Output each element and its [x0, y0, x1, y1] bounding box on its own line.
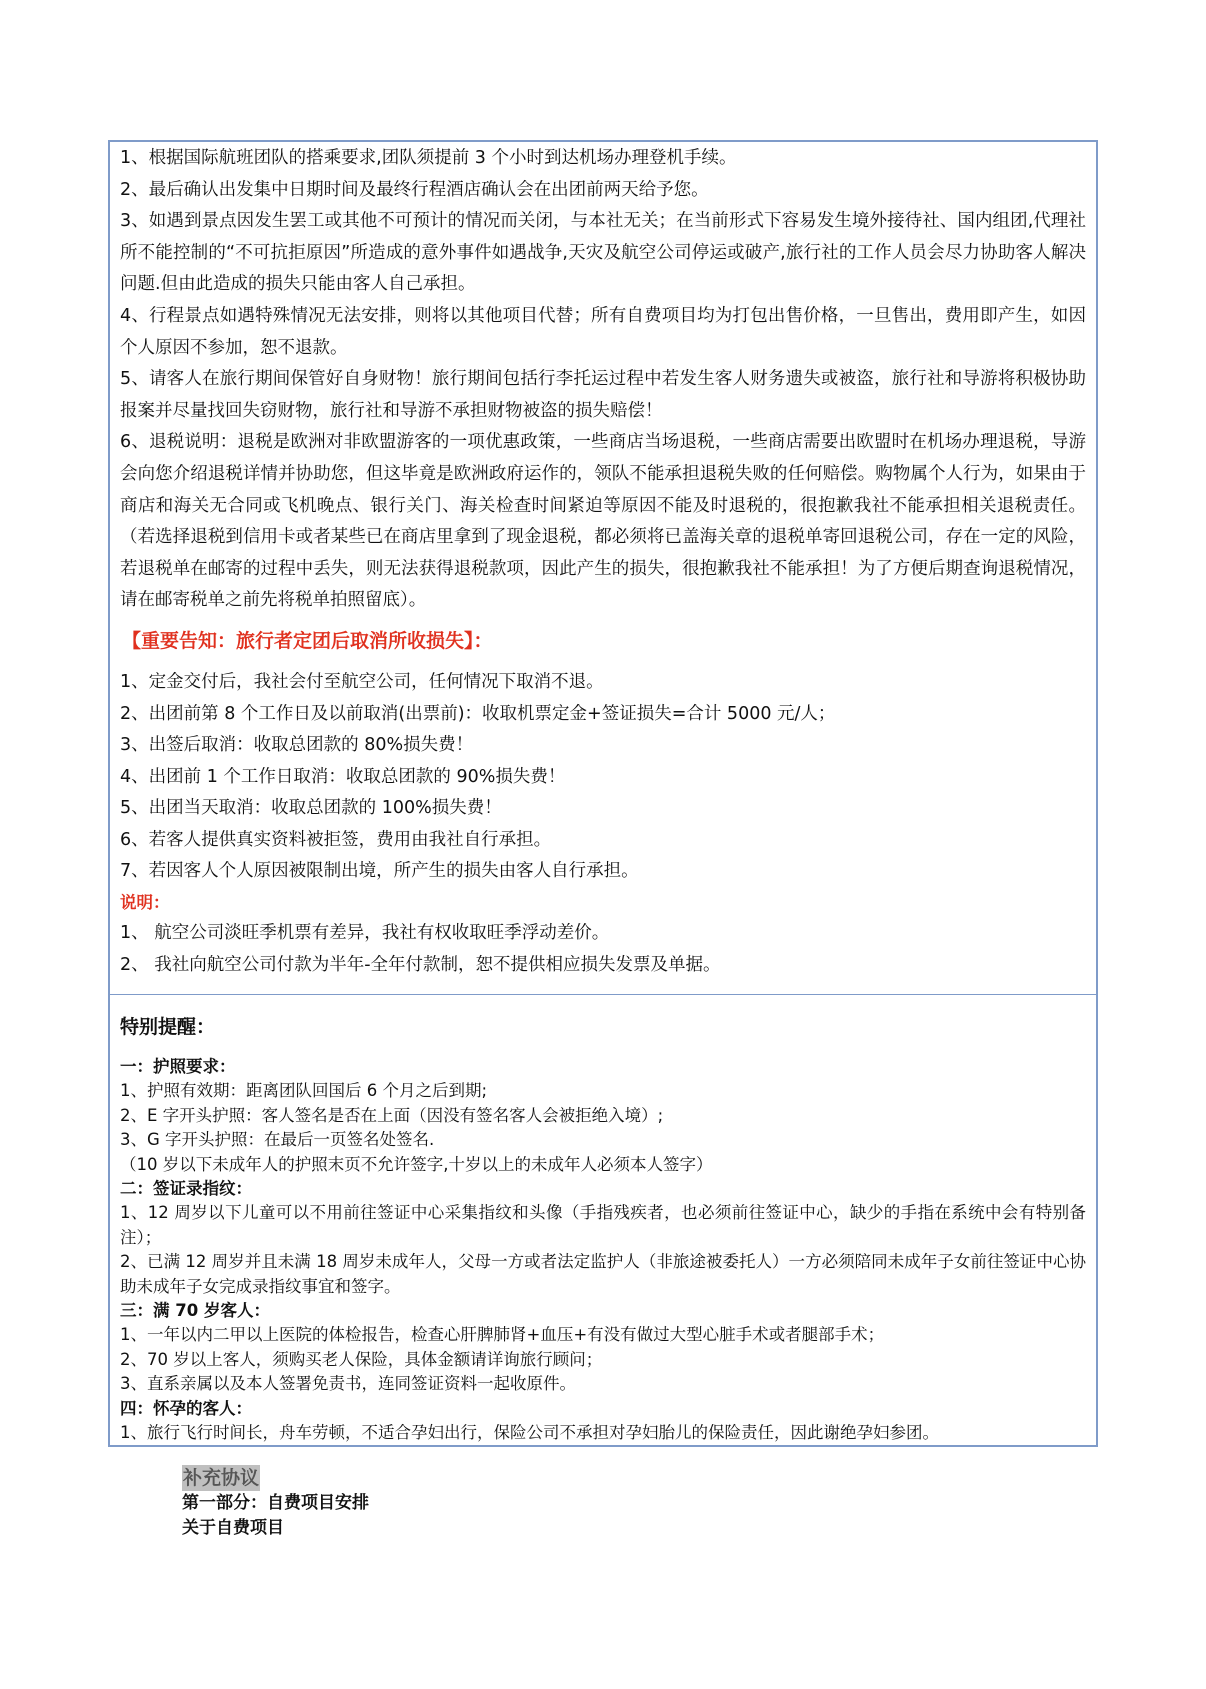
senior-item: 1、一年以内二甲以上医院的体检报告，检查心肝脾肺肾+血压+有没有做过大型心脏手术或者腿部手术；	[120, 1325, 885, 1345]
cancellation-title: 【重要告知：旅行者定团后取消所收损失】：	[122, 629, 493, 652]
explanation-item: 1、 航空公司淡旺季机票有差异，我社有权收取旺季浮动差价。	[120, 923, 610, 944]
explanation-label: 说明：	[120, 893, 170, 913]
supplement-part-title: 第一部分：自费项目安排	[182, 1493, 369, 1513]
supplement-title: 补充协议	[183, 1467, 260, 1489]
travel-notes-box	[108, 140, 1098, 995]
note-6: 6、退税说明：退税是欧洲对非欧盟游客的一项优惠政策，一些商店当场退税，一些商店需要出欧盟时在机场办理退税，导游会向您介绍退税详情并协助您，但这毕竟是欧洲政府运作的，领队不能承担退税失败的任何赔偿。购物属个人行为，如果由于商店和海关无合同或飞机晚点、银行关门、海关检查时间紧迫等原因不能及时退税的，很抱歉我社不能承担相关退税责任。（若选择退税到信用卡或者某些已在商店里拿到了现金退税，都必须将已盖海关章的退税单寄回退税公司，存在一定的风险，若退税单在邮寄的过程中丢失，则无法获得退税款项，因此产生的损失，很抱歉我社不能承担！为了方便后期查询退税情况，请在邮寄税单之前先将税单拍照留底）。	[120, 432, 1086, 611]
note-5: 5、请客人在旅行期间保管好自身财物！旅行期间包括行李托运过程中若发生客人财务遗失或被盗，旅行社和导游将积极协助报案并尽量找回失窃财物，旅行社和导游不承担财物被盗的损失赔偿！	[120, 369, 1086, 421]
note-2: 2、最后确认出发集中日期时间及最终行程酒店确认会在出团前两天给予您。	[120, 179, 709, 200]
cancellation-item: 6、若客人提供真实资料被拒签，费用由我社自行承担。	[120, 829, 552, 850]
passport-item: （10 岁以下未成年人的护照末页不允许签字,十岁以上的未成年人必须本人签字）	[120, 1154, 713, 1174]
cancellation-item: 5、出团当天取消：收取总团款的 100%损失费！	[120, 798, 502, 819]
note-1: 1、根据国际航班团队的搭乘要求,团队须提前 3 个小时到达机场办理登机手续。	[120, 148, 737, 168]
cancellation-list	[120, 667, 1086, 888]
passport-item: 3、G 字开头护照：在最后一页签名处签名.	[120, 1130, 435, 1150]
passport-section-title: 一：护照要求：	[120, 1057, 236, 1076]
fingerprint-section-title: 二：签证录指纹：	[120, 1179, 252, 1199]
cancellation-item: 3、出签后取消：收取总团款的 80%损失费！	[120, 735, 474, 756]
note-3: 3、如遇到景点因发生罢工或其他不可预计的情况而关闭，与本社无关；在当前形式下容易发生境外接待社、国内组团,代理社所不能控制的“不可抗拒原因”所造成的意外事件如遇战争,天灾及航空公司停运或破产,旅行社的工作人员会尽力协助客人解决问题.但由此造成的损失只能由客人自己承担。	[120, 211, 1086, 295]
cancellation-item: 1、定金交付后，我社会付至航空公司，任何情况下取消不退。	[120, 671, 604, 692]
senior-item: 3、直系亲属以及本人签署免责书，连同签证资料一起收原件。	[120, 1374, 576, 1394]
passport-item: 2、E 字开头护照：客人签名是否在上面（因没有签名客人会被拒绝入境）;	[120, 1105, 664, 1125]
senior-item: 2、70 岁以上客人，须购买老人保险，具体金额请详询旅行顾问；	[120, 1349, 603, 1369]
reminder-title: 特别提醒：	[120, 1016, 216, 1038]
cancellation-item: 4、出团前 1 个工作日取消：收取总团款的 90%损失费！	[120, 766, 566, 787]
pregnant-item: 1、旅行飞行时间长，舟车劳顿，不适合孕妇出行，保险公司不承担对孕妇胎儿的保险责任，因此谢绝孕妇参团。	[120, 1423, 939, 1443]
pregnant-section-title: 四：怀孕的客人：	[120, 1398, 252, 1418]
cancellation-item: 2、出团前第 8 个工作日及以前取消(出票前)：收取机票定金+签证损失=合计 5000 元/人；	[120, 703, 836, 724]
note-4: 4、行程景点如遇特殊情况无法安排，则将以其他项目代替；所有自费项目均为打包出售价格，一旦售出，费用即产生，如因个人原因不参加，恕不退款。	[120, 305, 1086, 358]
cancellation-item: 7、若因客人个人原因被限制出境，所产生的损失由客人自行承担。	[120, 861, 639, 882]
senior-section-title: 三：满 70 岁客人：	[120, 1301, 270, 1321]
supplement-section	[182, 1465, 369, 1541]
special-reminder-box	[108, 994, 1098, 1447]
supplement-line: 关于自费项目	[182, 1518, 284, 1538]
fingerprint-item: 1、12 周岁以下儿童可以不用前往签证中心采集指纹和头像（手指残疾者，也必须前往签证中心，缺少的手指在系统中会有特别备注）；	[120, 1203, 1086, 1247]
passport-item: 1、护照有效期：距离团队回国后 6 个月之后到期;	[120, 1081, 488, 1101]
explanation-item: 2、 我社向航空公司付款为半年-全年付款制，恕不提供相应损失发票及单据。	[120, 954, 721, 975]
fingerprint-item: 2、已满 12 周岁并且未满 18 周岁未成年人，父母一方或者法定监护人（非旅途被委托人）一方必须陪同未成年子女前往签证中心协助未成年子女完成录指纹事宜和签字。	[120, 1252, 1086, 1296]
